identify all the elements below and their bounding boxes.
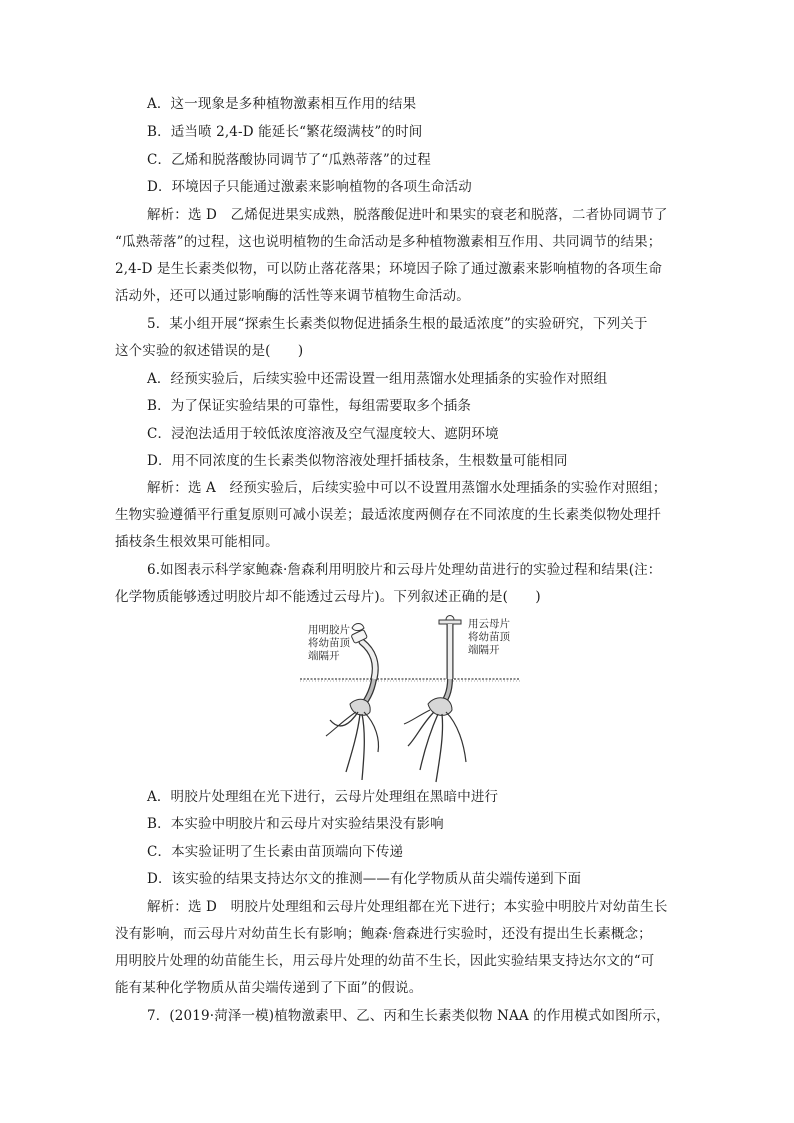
mica-label-line: 端隔开	[468, 644, 500, 656]
seedling-experiment-figure	[300, 612, 520, 787]
gelatin-label-line: 用明胶片	[308, 624, 350, 636]
q5-analysis-line: 解析：选 A 经预实验后，后续实验中可以不设置用蒸馏水处理插条的实验作对照组；	[147, 480, 667, 496]
q4-option-b: B．适当喷 2,4-D 能延长“繁花缀满枝”的时间	[147, 124, 423, 140]
q4-option-a: A．这一现象是多种植物激素相互作用的结果	[147, 96, 417, 112]
mica-label-line: 将幼苗顶	[468, 631, 510, 643]
q6-option-a: A．明胶片处理组在光下进行，云母片处理组在黑暗中进行	[147, 789, 499, 805]
q6-analysis-line: 能有某种化学物质从苗尖端传递到了下面”的假说。	[115, 980, 423, 996]
mica-label-line: 用云母片	[468, 618, 510, 630]
q4-analysis-line: 2,4-D 是生长素类似物，可以防止落花落果；环境因子除了通过激素来影响植物的各项生命	[115, 261, 663, 277]
mica-label	[468, 618, 510, 657]
q5-stem-line: 这个实验的叙述错误的是( )	[115, 343, 304, 359]
q5-analysis-line: 生物实验遵循平行重复原则可减小误差；最适浓度两侧存在不同浓度的生长素类似物处理扦	[115, 507, 661, 523]
q6-analysis-line: 用明胶片处理的幼苗能生长，用云母片处理的幼苗不生长，因此实验结果支持达尔文的“可	[115, 953, 655, 969]
q4-analysis-line: “瓜熟蒂落”的过程，这也说明植物的生命活动是多种植物激素相互作用、共同调节的结果；	[115, 234, 662, 250]
q6-analysis-line: 解析：选 D 明胶片处理组和云母片处理组都在光下进行；本实验中明胶片对幼苗生长	[147, 899, 668, 915]
q4-option-d: D．环境因子只能通过激素来影响植物的各项生命活动	[147, 179, 472, 195]
q5-option-a: A．经预实验后，后续实验中还需设置一组用蒸馏水处理插条的实验作对照组	[147, 371, 608, 387]
q5-option-d: D．用不同浓度的生长素类似物溶液处理扦插枝条，生根数量可能相同	[147, 453, 568, 469]
q5-analysis-line: 插枝条生根效果可能相同。	[115, 534, 279, 550]
q4-analysis-line: 解析：选 D 乙烯促进果实成熟，脱落酸促进叶和果实的衰老和脱落，二者协同调节了	[147, 207, 668, 223]
gelatin-label-line: 端隔开	[308, 650, 340, 662]
q4-option-c: C．乙烯和脱落酸协同调节了“瓜熟蒂落”的过程	[147, 152, 431, 168]
q6-analysis-line: 没有影响，而云母片对幼苗生长有影响；鲍森·詹森进行实验时，还没有提出生长素概念；	[115, 926, 652, 942]
q5-option-b: B．为了保证实验结果的可靠性，每组需要取多个插条	[147, 398, 472, 414]
q5-stem-line: 5．某小组开展“探索生长素类似物促进插条生根的最适浓度”的实验研究，下列关于	[147, 316, 648, 332]
q6-stem-line: 6.如图表示科学家鲍森·詹森利用明胶片和云母片处理幼苗进行的实验过程和结果(注：	[147, 562, 662, 578]
q5-option-c: C．浸泡法适用于较低浓度溶液及空气湿度较大、遮阴环境	[147, 426, 499, 442]
q7-stem-line: 7．(2019·菏泽一模)植物激素甲、乙、丙和生长素类似物 NAA 的作用模式如图所示，	[147, 1008, 670, 1024]
gelatin-label	[308, 624, 350, 663]
q6-stem-line: 化学物质能够透过明胶片却不能透过云母片)。下列叙述正确的是( )	[115, 589, 541, 605]
q4-analysis-line: 活动外，还可以通过影响酶的活性等来调节植物生命活动。	[115, 288, 470, 304]
q6-option-b: B．本实验中明胶片和云母片对实验结果没有影响	[147, 816, 444, 832]
q6-option-c: C．本实验证明了生长素由苗顶端向下传递	[147, 844, 404, 860]
mica-seedling	[404, 616, 466, 783]
gelatin-label-line: 将幼苗顶	[308, 637, 350, 649]
q6-option-d: D．该实验的结果支持达尔文的推测——有化学物质从苗尖端传递到下面	[147, 871, 582, 887]
